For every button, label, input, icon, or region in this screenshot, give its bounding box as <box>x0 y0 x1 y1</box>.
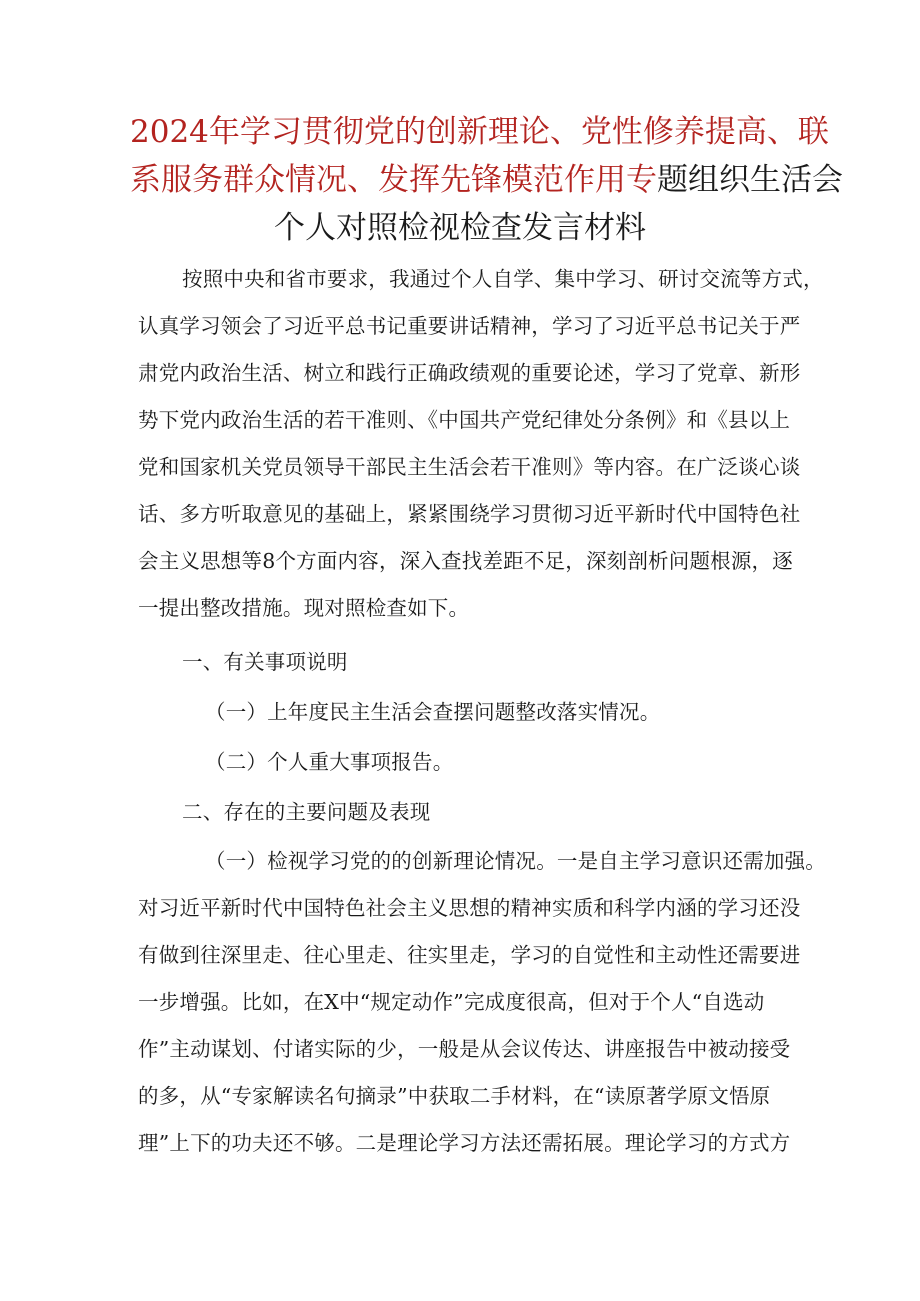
title-dark-text: 题组织生活会 <box>657 162 843 198</box>
document-title-line-2 <box>130 160 843 200</box>
body-line: 肃党内政治生活、树立和践行正确政绩观的重要论述，学习了党章、新形 <box>138 361 801 385</box>
body-line: 理”上下的功夫还不够。二是理论学习方法还需拓展。理论学习的方式方 <box>138 1131 791 1155</box>
section-heading: 一、有关事项说明 <box>182 650 348 674</box>
body-line: 有做到往深里走、往心里走、往实里走，学习的自觉性和主动性还需要进 <box>138 943 801 967</box>
section-item: （一）上年度民主生活会查摆问题整改落实情况。 <box>205 700 661 724</box>
document-title-line-3: 个人对照检视检查发言材料 <box>274 210 646 246</box>
body-line: 对习近平新时代中国特色社会主义思想的精神实质和科学内涵的学习还没 <box>138 896 801 920</box>
section-heading: 二、存在的主要问题及表现 <box>182 800 431 824</box>
body-line: 的多，从“专家解读名句摘录”中获取二手材料，在“读原著学原文悟原 <box>138 1084 771 1108</box>
body-line: 势下党内政治生活的若干准则、《中国共产党纪律处分条例》和《县以上 <box>138 408 791 432</box>
document-title-line-1 <box>130 112 829 152</box>
body-line: 按照中央和省市要求，我通过个人自学、集中学习、研讨交流等方式， <box>182 267 824 291</box>
body-line: 一步增强。比如，在X中“规定动作”完成度很高，但对于个人“自选动 <box>138 990 765 1014</box>
body-line: 一提出整改措施。现对照检查如下。 <box>138 596 470 620</box>
body-line: 党和国家机关党员领导干部民主生活会若干准则》等内容。在广泛谈心谈 <box>138 455 801 479</box>
body-line: （一）检视学习党的的创新理论情况。一是自主学习意识还需加强。 <box>205 849 826 873</box>
title-red-text: 系服务群众情况、发挥先锋模范作用专 <box>130 162 657 198</box>
body-line: 认真学习领会了习近平总书记重要讲话精神，学习了习近平总书记关于严 <box>138 314 801 338</box>
body-line: 会主义思想等8个方面内容，深入查找差距不足，深刻剖析问题根源，逐 <box>138 549 793 573</box>
body-line: 话、多方听取意见的基础上，紧紧围绕学习贯彻习近平新时代中国特色社 <box>138 502 801 526</box>
section-item: （二）个人重大事项报告。 <box>205 750 454 774</box>
title-red-text: 2024年学习贯彻党的创新理论、党性修养提高、联 <box>130 114 829 150</box>
body-line: 作”主动谋划、付诸实际的少，一般是从会议传达、讲座报告中被动接受 <box>138 1037 791 1061</box>
